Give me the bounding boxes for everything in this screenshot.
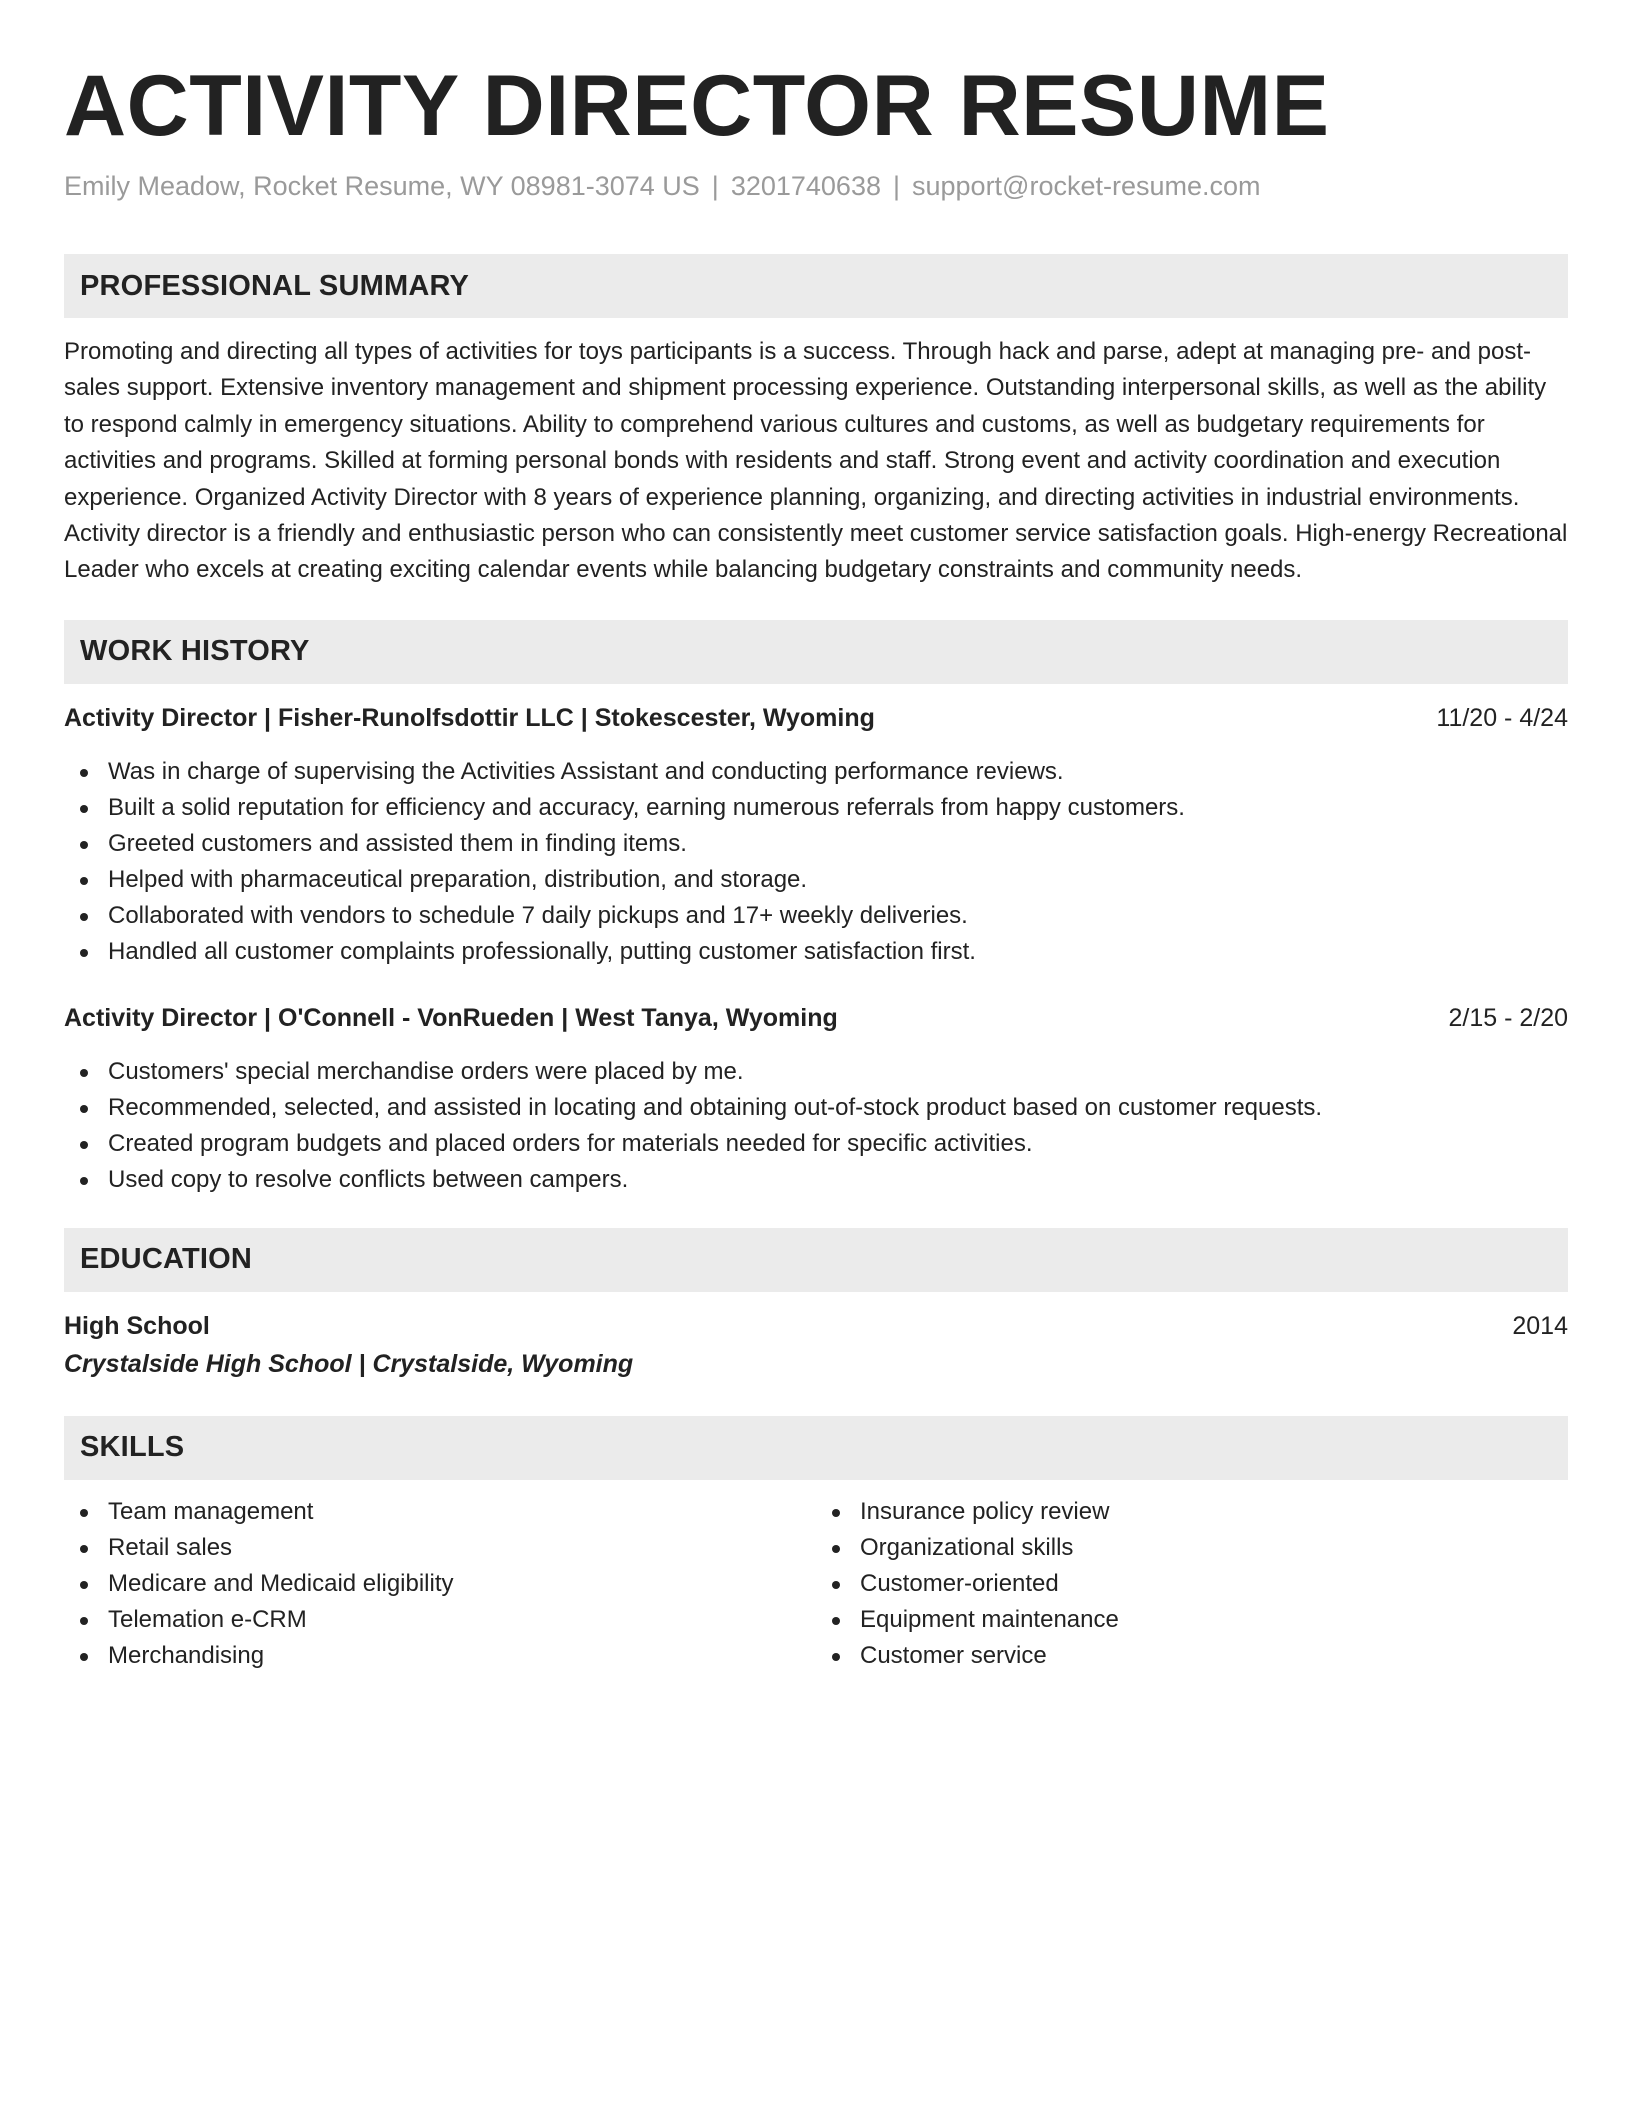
job-bullets [64, 754, 1568, 970]
skill-item: Insurance policy review [816, 1494, 1568, 1530]
summary-text: Promoting and directing all types of activities for toys participants is a success. Through hack and parse, adept at managing pre- and post-sales support. Extensive inventory management and shipment processing experience. Outstanding interpersonal skills, as well as the ability to respond calmly in emergency situations. Ability to comprehend various cultures and customs, as well as budgetary requirements for activities and programs. Skilled at forming personal bonds with residents and staff. Strong event and activity coordination and execution experience. Organized Activity Director with 8 years of experience planning, organizing, and directing activities in industrial environments. Activity director is a friendly and enthusiastic person who can consistently meet customer service satisfaction goals. High-energy Recreational Leader who excels at creating exciting calendar events while balancing budgetary constraints and community needs. [64, 338, 1568, 584]
job-bullet: Greeted customers and assisted them in finding items. [64, 826, 1568, 862]
section-header-education: EDUCATION [64, 1228, 1568, 1292]
job-header [64, 1000, 1568, 1036]
job-bullet: Customers' special merchandise orders were placed by me. [64, 1054, 1568, 1090]
contact-phone: 3201740638 [730, 171, 881, 201]
skills-list [64, 1494, 1568, 1674]
job-bullet: Built a solid reputation for efficiency and accuracy, earning numerous referrals from happy customers. [64, 790, 1568, 826]
skills-bullets [64, 1494, 816, 1674]
skill-item: Organizational skills [816, 1530, 1568, 1566]
skill-item: Telemation e-CRM [64, 1602, 816, 1638]
job-bullet: Was in charge of supervising the Activities Assistant and conducting performance reviews. [64, 754, 1568, 790]
job-dates: 11/20 - 4/24 [1436, 703, 1568, 732]
job-bullet: Created program budgets and placed orders for materials needed for specific activities. [64, 1126, 1568, 1162]
skill-item: Team management [64, 1494, 816, 1530]
job-bullet: Handled all customer complaints professionally, putting customer satisfaction first. [64, 934, 1568, 970]
job-dates: 2/15 - 2/20 [1448, 1003, 1568, 1032]
contact-email: support@rocket-resume.com [912, 171, 1261, 201]
education-school: Crystalside High School | Crystalside, Wyoming [64, 1349, 634, 1378]
skills-bullets [816, 1494, 1568, 1674]
contact-address: Emily Meadow, Rocket Resume, WY 08981-3074 US [64, 171, 700, 201]
job-entry [64, 1000, 1568, 1198]
job-bullet: Used copy to resolve conflicts between campers. [64, 1162, 1568, 1198]
section-header-skills: SKILLS [64, 1416, 1568, 1480]
education-degree: High School [64, 1311, 210, 1340]
skill-item: Medicare and Medicaid eligibility [64, 1566, 816, 1602]
job-bullets [64, 1054, 1568, 1198]
skill-item: Merchandising [64, 1638, 816, 1674]
skill-item: Retail sales [64, 1530, 816, 1566]
skill-item: Customer-oriented [816, 1566, 1568, 1602]
job-entry [64, 700, 1568, 970]
skills-column-left [64, 1494, 816, 1674]
job-header [64, 700, 1568, 736]
education-year: 2014 [1512, 1311, 1568, 1340]
job-title: Activity Director | O'Connell - VonRueden | West Tanya, Wyoming [64, 1003, 838, 1032]
skill-item: Customer service [816, 1638, 1568, 1674]
contact-separator: | [711, 171, 719, 201]
section-header-summary: PROFESSIONAL SUMMARY [64, 254, 1568, 318]
job-bullet: Recommended, selected, and assisted in locating and obtaining out-of-stock product based on customer requests. [64, 1090, 1568, 1126]
contact-separator: | [892, 171, 900, 201]
skills-column-right [816, 1494, 1568, 1674]
education-header [64, 1308, 1568, 1344]
skill-item: Equipment maintenance [816, 1602, 1568, 1638]
resume-title: ACTIVITY DIRECTOR RESUME [64, 58, 1330, 154]
contact-line [64, 168, 1568, 204]
job-bullet: Helped with pharmaceutical preparation, distribution, and storage. [64, 862, 1568, 898]
job-title: Activity Director | Fisher-Runolfsdottir LLC | Stokescester, Wyoming [64, 703, 875, 732]
section-header-work-history: WORK HISTORY [64, 620, 1568, 684]
job-bullet: Collaborated with vendors to schedule 7 daily pickups and 17+ weekly deliveries. [64, 898, 1568, 934]
